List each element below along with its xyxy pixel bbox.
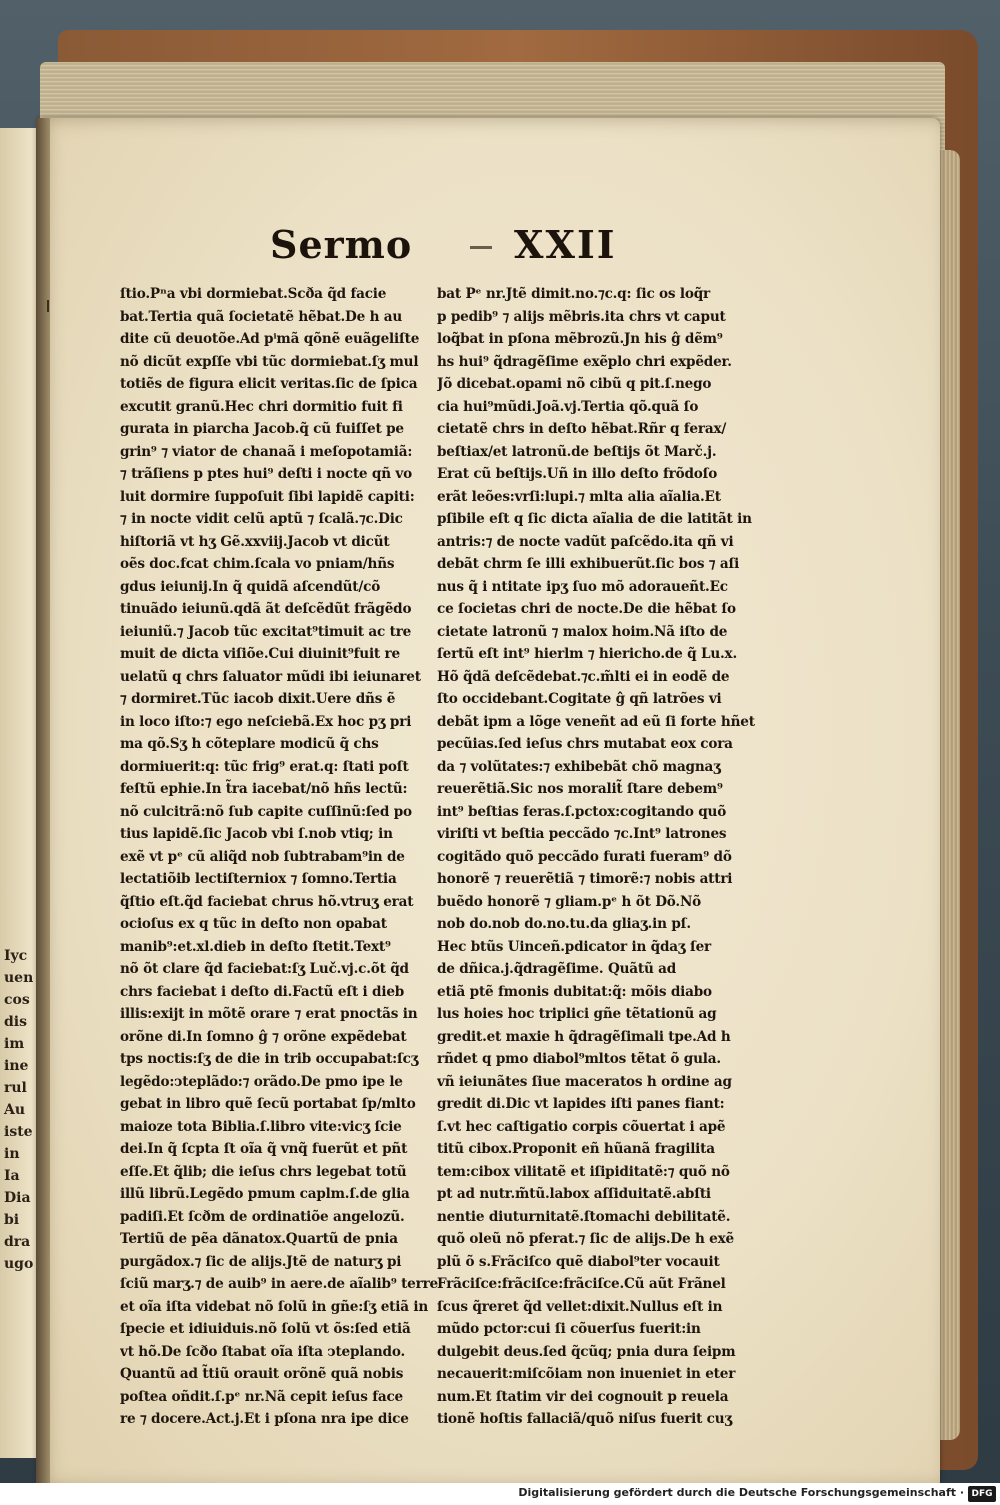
running-header (270, 222, 740, 266)
text-line: Hõ q̃dã deſcẽdebat.⁊c.m̃lti ei in eodẽ de (437, 668, 730, 685)
text-line: tius lapidẽ.ſic Jacob vbi ſ.nob vtiq; in (120, 826, 393, 842)
text-line: etiã ptẽ fmonis dubitat:q̃: mõis diabo (437, 983, 712, 1000)
text-line: maioze tota Biblia.ſ.libro vite:vicʒ ſcie (120, 1118, 402, 1135)
text-line: pſibile eſt q ſic dicta aĩalia de die latitãt in (437, 511, 752, 527)
text-line: ce ſocietas chri de nocte.De die hẽbat ſo (437, 601, 736, 617)
text-line: nõ dicũt expſſe vbi tũc dormiebat.ſʒ mul (120, 353, 419, 370)
text-line: re ⁊ docere.Act.j.Et i pſona nra ipe dice (120, 1411, 409, 1427)
text-line: hiſtoriã vt hʒ Gẽ.xxviij.Jacob vt dicũt (120, 533, 390, 550)
text-line: necauerit:miſcõiam non inueniet in eter (437, 1366, 736, 1382)
text-line: nõ õt clare q̃d faciebat:ſʒ Luč.vj.c.õt q̃d (120, 961, 409, 977)
text-line: ſcus q̃reret q̃d vellet:dixit.Nullus eſt in (437, 1298, 723, 1315)
left-page-text-fragment: iste (4, 1124, 33, 1140)
text-line: nus q̃ i ntitate ipʒ ſuo mõ adoraueñt.Ec (437, 578, 728, 595)
left-page-text-fragment: ine (4, 1058, 29, 1074)
text-line: vñ ieiunãtes ſiue maceratos h ordine ag (437, 1073, 732, 1090)
left-page-text-fragment: dra (4, 1234, 31, 1250)
text-line: Frãciſce:frãciſce:frãciſce.Cũ aũt Frãnel (437, 1276, 726, 1292)
text-line: rñdet q pmo diabol⁹mltos tẽtat õ gula. (437, 1051, 721, 1067)
text-line: pt ad nutr.m̃tũ.labox aſſiduitatẽ.abſti (437, 1186, 711, 1202)
text-line: cogitãdo quõ peccãdo furati fueram⁹ dõ (437, 848, 732, 865)
book-gutter (36, 118, 50, 1488)
left-page-text-fragment: uen (4, 970, 34, 986)
text-line: tem:cibox vilitatẽ et iſipiditatẽ:⁊ quõ nõ (437, 1163, 730, 1180)
footer-credit: Digitalisierung gefördert durch die Deutsche Forschungsgemeinschaft · (518, 1486, 964, 1499)
text-line: plũ õ s.Frãciſco quẽ diabol⁹ter vocauit (437, 1253, 720, 1270)
left-page-text-fragment: in (4, 1146, 20, 1162)
left-page-text-fragment: dis (4, 1014, 27, 1030)
text-line: lectatiõib lectiſterniox ⁊ ſomno.Tertia (120, 871, 397, 887)
text-line: loq̃bat in pſona mẽbrozũ.Jn his ĝ dẽm⁹ (437, 331, 723, 347)
text-line: ⁊ in nocte vidit celũ aptũ ⁊ ſcalã.⁊c.Dic (120, 511, 403, 527)
text-line: int⁹ beſtias feras.ſ.pctox:cogitando quõ (437, 803, 727, 820)
text-line: debãt chrm ſe illi exhibuerũt.ſic bos ⁊ aſi (437, 556, 740, 572)
text-line: beſtiax/et latronũ.de beſtijs õt Marč.j. (437, 443, 717, 460)
header-dash (470, 246, 492, 249)
left-page-text-fragment: bi (4, 1212, 20, 1228)
text-line: pecũias.ſed ieſus chrs mutabat eox cora (437, 736, 733, 752)
text-line: Tertiũ de pẽa dãnatox.Quartũ de pnia (120, 1231, 398, 1247)
header-number: XXII (514, 222, 617, 267)
text-line: ocioſus ex q tũc in deſto non opabat (120, 916, 387, 932)
text-line: purgãdox.⁊ ſic de alijs.Jtẽ de naturʒ pi (120, 1253, 402, 1270)
text-line: cietate latronũ ⁊ malox hoim.Nã iſto de (437, 623, 728, 640)
text-line: Quantũ ad t̃tiũ orauit orõnẽ quã nobis (120, 1366, 404, 1382)
left-page-text-fragment: cos (4, 992, 30, 1008)
text-line: Erat cũ beſtijs.Uñ in illo deſto frõdoſo (437, 466, 718, 482)
text-line: gdus ieiunij.In q̃ quidã aſcendũt/cõ (120, 578, 381, 595)
text-line: Jõ dicebat.opami nõ cibũ q pit.ſ.nego (437, 376, 712, 392)
text-line: poſtea oñdit.ſ.pᵉ nr.Nã cepit ieſus face (120, 1388, 403, 1405)
text-line: ⁊ trãſiens p ptes hui⁹ deſti i nocte qñ vo (120, 466, 412, 482)
text-line: de dñica.j.q̃dragẽſime. Quãtũ ad (437, 961, 677, 977)
text-line: ſtio.Pⁿa vbi dormiebat.Scða q̃d facie (120, 286, 387, 302)
left-page-text-fragment: rul (4, 1080, 27, 1096)
header-word: Sermo (270, 222, 413, 267)
text-line: manib⁹:et.xl.dieb in deſto ſtetit.Text⁹ (120, 938, 391, 955)
column-mark (47, 300, 55, 312)
text-line: gebat in libro quẽ ſecũ portabat ſp/mlto (120, 1096, 416, 1112)
left-page-text-fragment: Dia (4, 1190, 31, 1206)
text-line: nentie diuturnitatẽ.ſtomachi debilitatẽ. (437, 1208, 731, 1225)
text-line: excutit granũ.Hec chri dormitio fuit fi (120, 398, 403, 415)
text-line: buẽdo honorẽ ⁊ gliam.pᵉ h õt Dõ.Nõ (437, 893, 702, 910)
text-line: eſſe.Et q̃lib; die ieſus chrs legebat totũ (120, 1163, 407, 1180)
text-line: padiſi.Et ſcðm de ordinatiõe angelozũ. (120, 1208, 405, 1225)
text-line: ieiuniũ.⁊ Jacob tũc excitat⁹timuit ac tre (120, 623, 412, 640)
text-line: antris:⁊ de nocte vadũt paſcẽdo.ita qñ vi (437, 533, 734, 550)
left-page-text-fragment: Au (4, 1102, 26, 1118)
text-line: tps noctis:ſʒ de die in trib occupabat:ſcʒ (120, 1051, 419, 1067)
text-line: dulgebit deus.ſed q̃cũq; pnia dura ſeipm (437, 1343, 736, 1360)
text-line: honorẽ ⁊ reuerẽtiã ⁊ timorẽ:⁊ nobis attri (437, 871, 733, 887)
text-line: muit de dicta viſiõe.Cui diuinit⁹fuit re (120, 646, 400, 662)
text-line: uelatũ q chrs ſaluator mũdi ibi ieiunaret (120, 668, 421, 685)
text-line: gredit.et maxie h q̃dragẽſimali tpe.Ad h (437, 1028, 731, 1045)
text-line: quõ oleũ nõ pferat.⁊ ſic de alijs.De h exẽ (437, 1231, 734, 1247)
text-line: ſ.vt hec caſtigatio corpis cõuertat i apẽ (437, 1118, 726, 1135)
text-line: totiẽs de figura elicit veritas.ſic de ſpica (120, 376, 418, 392)
text-column-right (437, 283, 767, 1431)
text-line: oẽs doc.fcat chim.ſcala vo pniam/hñs (120, 556, 395, 572)
text-line: vt hõ.De ſcðo ſtabat oĩa iſta ↄteplando. (120, 1343, 406, 1360)
text-line: grin⁹ ⁊ viator de chanaã i meſopotamiã: (120, 443, 413, 460)
text-line: nõ culcitrã:nõ ſub capite cuſſinũ:ſed po (120, 803, 412, 820)
text-line: num.Et ſtatim vir dei cognouit p reuela (437, 1388, 729, 1405)
text-line: Hec btũs Uinceñ.pdicator in q̃daʒ ſer (437, 938, 712, 955)
text-line: exẽ vt pᵉ cũ aliq̃d nob ſubtrabam⁹in de (120, 848, 405, 865)
text-line: dite cũ deuotõe.Ad pⁱmã qõnẽ euãgeliſte (120, 331, 420, 347)
text-line: cia hui⁹mũdi.Joã.vj.Tertia qõ.quã ſo (437, 398, 699, 415)
text-line: hs hui⁹ q̃dragẽſime exẽplo chri expẽder. (437, 353, 732, 370)
text-line: orõne di.In ſomno ĝ ⁊ orõne expẽdebat (120, 1028, 407, 1045)
text-line: erãt leões:vrſi:lupi.⁊ mlta alia aĩalia.Et (437, 488, 721, 505)
text-line: luit dormire ſuppoſuit ſibi lapidẽ capiti: (120, 488, 415, 505)
text-line: debãt ipm a lõge veneñt ad eũ ſi forte hñet (437, 713, 755, 730)
text-line: dormiuerit:q: tũc frig⁹ erat.q: ſtati poſt (120, 758, 409, 775)
text-line: ma qõ.Sʒ h cõteplare modicũ q̃ chs (120, 736, 379, 752)
text-line: titũ cibox.Proponit eñ hũanã fragilita (437, 1141, 715, 1157)
text-line: bat.Tertia quã ſocietatẽ hẽbat.De h au (120, 308, 403, 325)
text-line: ſciũ marʒ.⁊ de auib⁹ in aere.de aĩalib⁹ terre (120, 1276, 439, 1292)
text-line: q̃ſtio eſt.q̃d faciebat chrus hõ.vtruʒ erat (120, 893, 414, 910)
text-line: cietatẽ chrs in deſto hẽbat.Rñr q ferax/ (437, 421, 727, 437)
text-line: bat Pᵉ nr.Jtẽ dimit.no.⁊c.q: ſic os loq̃r (437, 286, 711, 302)
text-line: illũ librũ.Legẽdo pmum caplm.ſ.de glia (120, 1186, 410, 1202)
text-line: legẽdo:ↄteplãdo:⁊ orãdo.De pmo ipe le (120, 1073, 403, 1090)
dfg-logo: DFG (968, 1486, 996, 1502)
text-line: illis:exijt in mõtẽ orare ⁊ erat pnoctãs in (120, 1006, 418, 1022)
text-line: viriſti vt beſtia peccãdo ⁊c.Int⁹ latrones (437, 826, 727, 842)
text-line: ⁊ dormiret.Tũc iacob dixit.Uere dñs ẽ (120, 691, 396, 707)
text-line: gredit di.Dic vt lapides iſti panes fiant: (437, 1096, 725, 1112)
text-line: ſertũ eſt int⁹ hierlm ⁊ hiericho.de q̃ Lu.x. (437, 646, 737, 662)
text-line: nob do.nob do.no.tu.da gliaʒ.in pſ. (437, 916, 691, 932)
text-line: tinuãdo ieiunũ.qdã ãt deſcẽdũt frãgẽdo (120, 601, 412, 617)
text-line: gurata in piarcha Jacob.q̃ cũ fuiſſet pe (120, 421, 404, 437)
text-line: et oĩa iſta videbat nõ ſolũ in gñe:ſʒ etiã in (120, 1298, 428, 1315)
text-line: in loco iſto:⁊ ego neſciebã.Ex hoc pʒ pri (120, 713, 412, 730)
footer-bar (0, 1483, 1000, 1505)
text-line: lus hoies hoc triplici gñe tẽtationũ ag (437, 1006, 717, 1022)
left-page-text-fragment: im (4, 1036, 25, 1052)
text-column-left (120, 283, 450, 1431)
text-line: p pedib⁹ ⁊ alijs mẽbris.ita chrs vt caput (437, 308, 726, 325)
text-line: chrs faciebat i deſto di.Factũ eſt i dieb (120, 983, 405, 1000)
text-line: tionẽ hoſtis fallaciã/quõ niſus fuerit cuʒ (437, 1411, 732, 1427)
text-line: da ⁊ volũtates:⁊ exhibebãt chõ magnaʒ (437, 758, 721, 775)
text-line: reuerẽtiã.Sic nos moralit̃ ſtare debem⁹ (437, 781, 723, 797)
text-line: mũdo pctor:cui ſi cõuerſus fuerit:in (437, 1321, 701, 1337)
left-page-text-fragment: ugo (4, 1256, 34, 1272)
left-page-text-fragment: Iyc (4, 948, 28, 964)
left-page-text-fragment: Ia (4, 1168, 20, 1184)
text-line: ſpecie et idiuiduis.nõ ſolũ vt õs:ſed etiã (120, 1321, 411, 1337)
text-line: ſto occidebant.Cogitate ĝ qñ latrões vi (437, 691, 722, 707)
text-line: feſtũ ephie.In t̃ra iacebat/nõ hñs lectũ: (120, 781, 408, 797)
text-line: dei.In q̃ ſcpta ſt oĩa q̃ vnq̃ fuerũt et pñt (120, 1141, 408, 1157)
